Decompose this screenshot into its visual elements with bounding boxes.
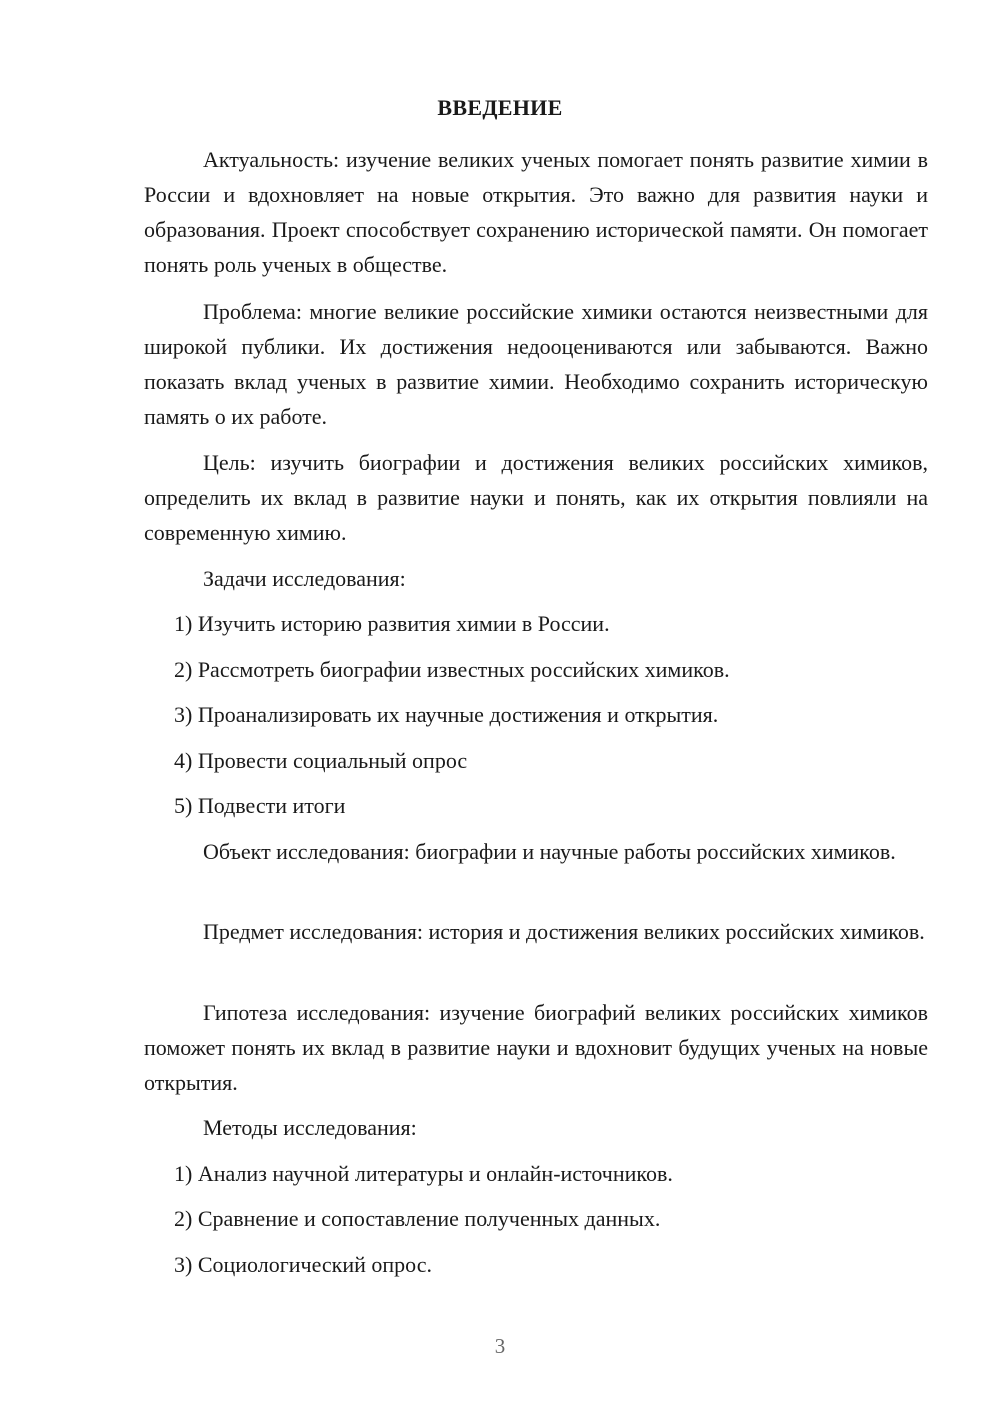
- object-paragraph: Объект исследования: биографии и научные работы российских химиков.: [203, 839, 896, 864]
- method-item-1: 1) Анализ научной литературы и онлайн-источников.: [174, 1161, 673, 1186]
- tasks-title: Задачи исследования:: [203, 566, 406, 591]
- task-item-1: 1) Изучить историю развития химии в России.: [174, 611, 610, 636]
- goal-paragraph: Цель: изучить биографии и достижения великих российских химиков, определить их вклад в развитие науки и понять, как их открытия повлияли на современную химию.: [144, 450, 928, 545]
- task-item-2: 2) Рассмотреть биографии известных российских химиков.: [174, 657, 730, 682]
- methods-title: Методы исследования:: [203, 1115, 417, 1140]
- method-item-3: 3) Социологический опрос.: [174, 1252, 432, 1277]
- method-item-2: 2) Сравнение и сопоставление полученных данных.: [174, 1206, 661, 1231]
- section-heading: ВВЕДЕНИЕ: [437, 95, 563, 120]
- problem-paragraph: Проблема: многие великие российские химики остаются неизвестными для широкой публики. Их достижения недооцениваются или забываются. Важно показать вклад ученых в развитие химии. Необходимо сохранить историческую память о их работе.: [144, 299, 928, 429]
- task-item-5: 5) Подвести итоги: [174, 793, 346, 818]
- relevance-paragraph: Актуальность: изучение великих ученых помогает понять развитие химии в России и вдохновляет на новые открытия. Это важно для развития науки и образования. Проект способствует сохранению исторической памяти. Он помогает понять роль ученых в обществе.: [144, 147, 928, 277]
- hypothesis-paragraph: Гипотеза исследования: изучение биографий великих российских химиков поможет понять их вклад в развитие науки и вдохновит будущих ученых на новые открытия.: [144, 1000, 928, 1095]
- task-item-3: 3) Проанализировать их научные достижения и открытия.: [174, 702, 719, 727]
- task-item-4: 4) Провести социальный опрос: [174, 748, 468, 773]
- subject-paragraph: Предмет исследования: история и достижения великих российских химиков.: [203, 919, 925, 944]
- page-number: 3: [494, 1334, 506, 1358]
